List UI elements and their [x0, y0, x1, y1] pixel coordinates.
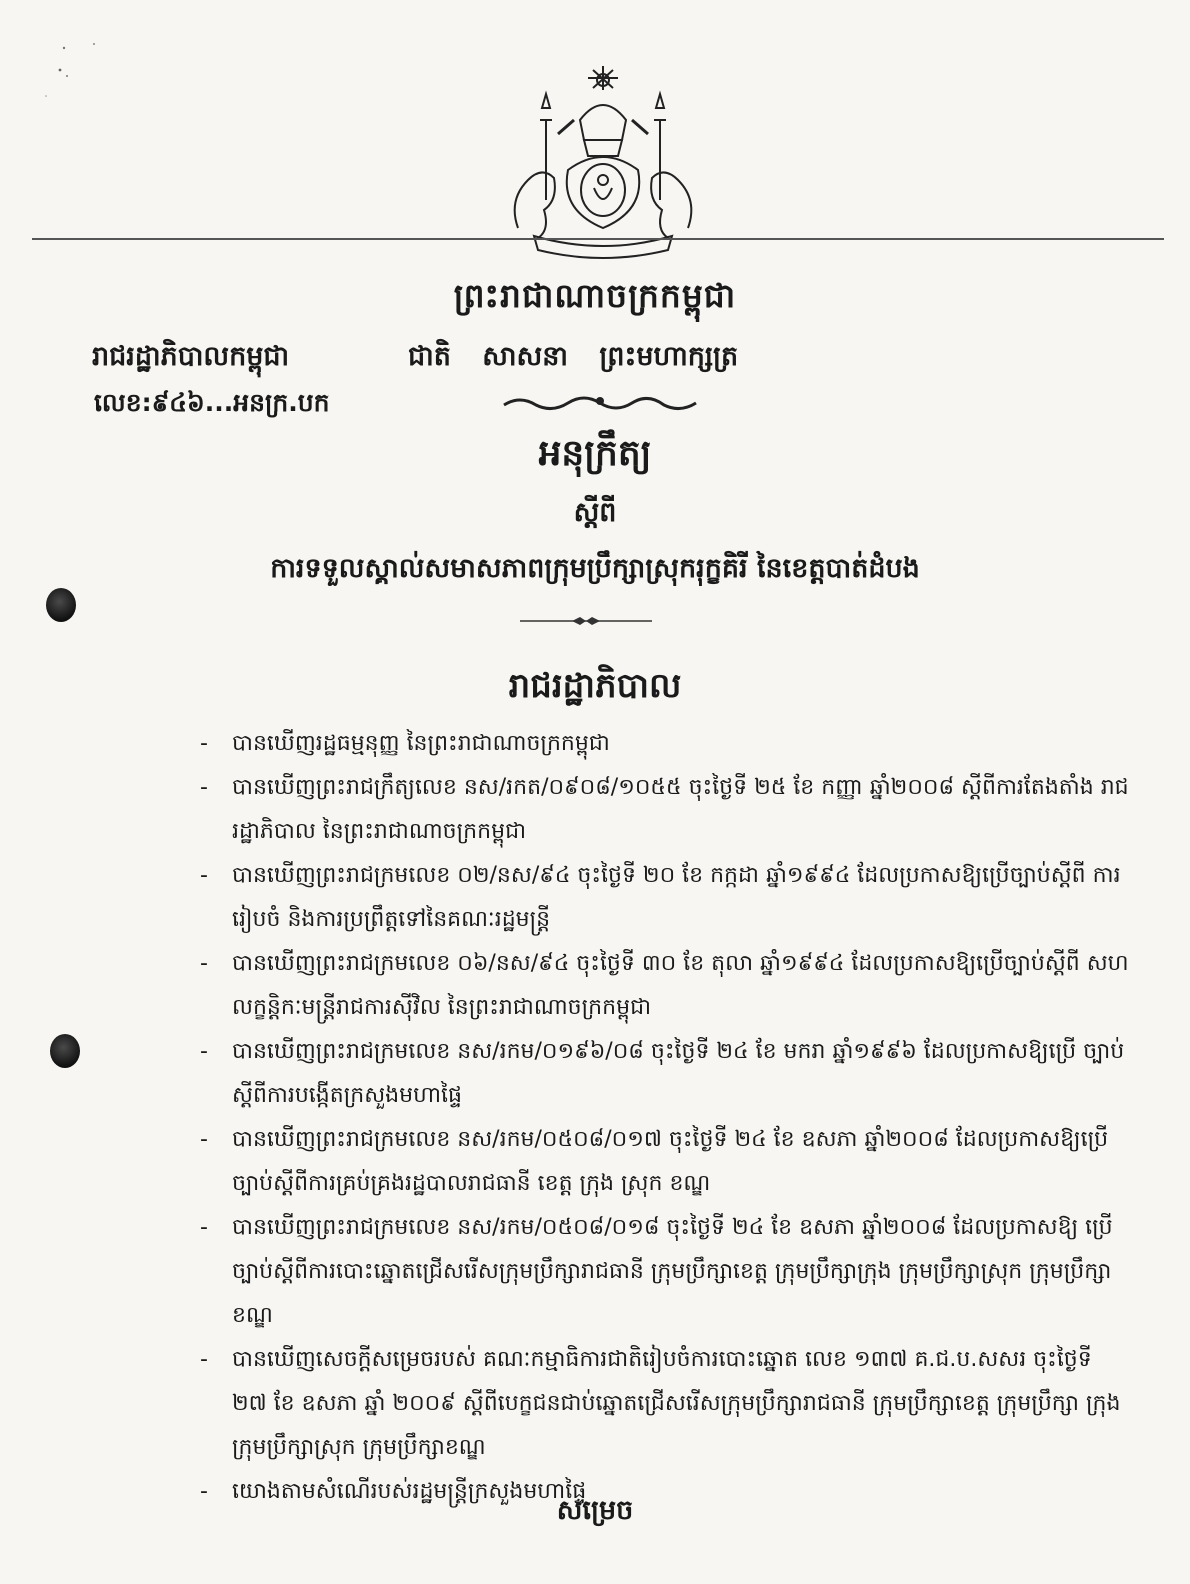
considerations-list	[200, 722, 1130, 1514]
decision-heading: សម្រេច	[556, 1495, 634, 1526]
punch-hole	[46, 588, 76, 622]
document-type-title: អនុក្រឹត្យ	[538, 433, 652, 474]
header-rule	[32, 238, 1164, 240]
issuer-heading: រាជរដ្ឋាភិបាល	[508, 666, 682, 706]
reference-value: ៩៤៦...អនក្រ.បក	[151, 388, 330, 417]
list-item: - បានឃើញព្រះរាជក្រមលេខ នស/រកម/០១៩៦/០៨ ចុះថ្ងៃទី ២៤ ខែ មករា ឆ្នាំ១៩៩៦ ដែលប្រកាសឱ្យប្រើ ច្បាប់ស្តីពីការបង្កើតក្រសួងមហាផ្ទៃ	[200, 1039, 1125, 1108]
reference-number	[94, 388, 330, 424]
kingdom-heading: ព្រះរាជាណាចក្រកម្ពុជា	[453, 276, 737, 315]
divider-icon	[520, 616, 652, 626]
punch-hole	[50, 1034, 80, 1068]
list-item: - យោងតាមសំណើរបស់រដ្ឋមន្ត្រីក្រសួងមហាផ្ទៃ	[200, 1479, 587, 1504]
national-motto: ជាតិ សាសនា ព្រះមហាក្សត្រ	[408, 341, 739, 372]
reference-label: លេខ:	[94, 388, 152, 417]
list-item: - បានឃើញព្រះរាជក្រមលេខ ០២/នស/៩៤ ចុះថ្ងៃទី ២០ ខែ កក្កដា ឆ្នាំ១៩៩៤ ដែលប្រកាសឱ្យប្រើច្បាប់ស្តីពី ការរៀបចំ និងការប្រព្រឹត្តទៅនៃគណៈរដ្ឋមន្ត្រី	[200, 863, 1121, 932]
ornament-flourish-icon	[500, 393, 700, 413]
document-subject: ការទទួលស្គាល់សមាសភាពក្រុមប្រឹក្សាស្រុករុក្ខគិរី នៃខេត្តបាត់ដំបង	[270, 553, 920, 584]
royal-emblem-icon	[498, 60, 708, 260]
subject-prefix: ស្តីពី	[573, 497, 617, 528]
scan-specks	[40, 40, 110, 110]
list-item: - បានឃើញសេចក្តីសម្រេចរបស់ គណៈកម្មាធិការជាតិរៀបចំការបោះឆ្នោត លេខ ១៣៧ គ.ជ.ប.សសរ ចុះថ្ងៃទី ២៧ ខែ ឧសភា ឆ្នាំ ២០០៩ ស្តីពីបេក្ខជនជាប់ឆ្នោតជ្រើសរើសក្រុមប្រឹក្សារាជធានី ក្រុមប្រឹក្សាខេត្ត ក្រុមប្រឹក្សា ក្រុង ក្រុមប្រឹក្សាស្រុក ក្រុមប្រឹក្សាខណ្ឌ	[200, 1347, 1121, 1460]
list-item: - បានឃើញព្រះរាជក្រមលេខ នស/រកម/០៥០៨/០១៧ ចុះថ្ងៃទី ២៤ ខែ ឧសភា ឆ្នាំ២០០៨ ដែលប្រកាសឱ្យប្រើ ច្បាប់ស្តីពីការគ្រប់គ្រងរដ្ឋបាលរាជធានី ខេត្ត ក្រុង ស្រុក ខណ្ឌ	[200, 1127, 1109, 1196]
list-item: - បានឃើញរដ្ឋធម្មនុញ្ញ នៃព្រះរាជាណាចក្រកម្ពុជា	[200, 731, 610, 756]
list-item: - បានឃើញព្រះរាជក្រមលេខ ០៦/នស/៩៤ ចុះថ្ងៃទី ៣០ ខែ តុលា ឆ្នាំ១៩៩៤ ដែលប្រកាសឱ្យប្រើច្បាប់ស្តីពី សហលក្ខន្តិកៈមន្ត្រីរាជការស៊ីវិល នៃព្រះរាជាណាចក្រកម្ពុជា	[200, 951, 1129, 1020]
government-label: រាជរដ្ឋាភិបាលកម្ពុជា	[92, 341, 290, 372]
list-item: - បានឃើញព្រះរាជក្រមលេខ នស/រកម/០៥០៨/០១៨ ចុះថ្ងៃទី ២៤ ខែ ឧសភា ឆ្នាំ២០០៨ ដែលប្រកាសឱ្យ ប្រើច្បាប់ស្តីពីការបោះឆ្នោតជ្រើសរើសក្រុមប្រឹក្សារាជធានី ក្រុមប្រឹក្សាខេត្ត ក្រុមប្រឹក្សាក្រុង ក្រុមប្រឹក្សាស្រុក ក្រុមប្រឹក្សាខណ្ឌ	[200, 1215, 1113, 1328]
list-item: - បានឃើញព្រះរាជក្រឹត្យលេខ នស/រកត/០៩០៨/១០៥៥ ចុះថ្ងៃទី ២៥ ខែ កញ្ញា ឆ្នាំ២០០៨ ស្តីពីការតែងតាំង រាជរដ្ឋាភិបាល នៃព្រះរាជាណាចក្រកម្ពុជា	[200, 775, 1129, 844]
